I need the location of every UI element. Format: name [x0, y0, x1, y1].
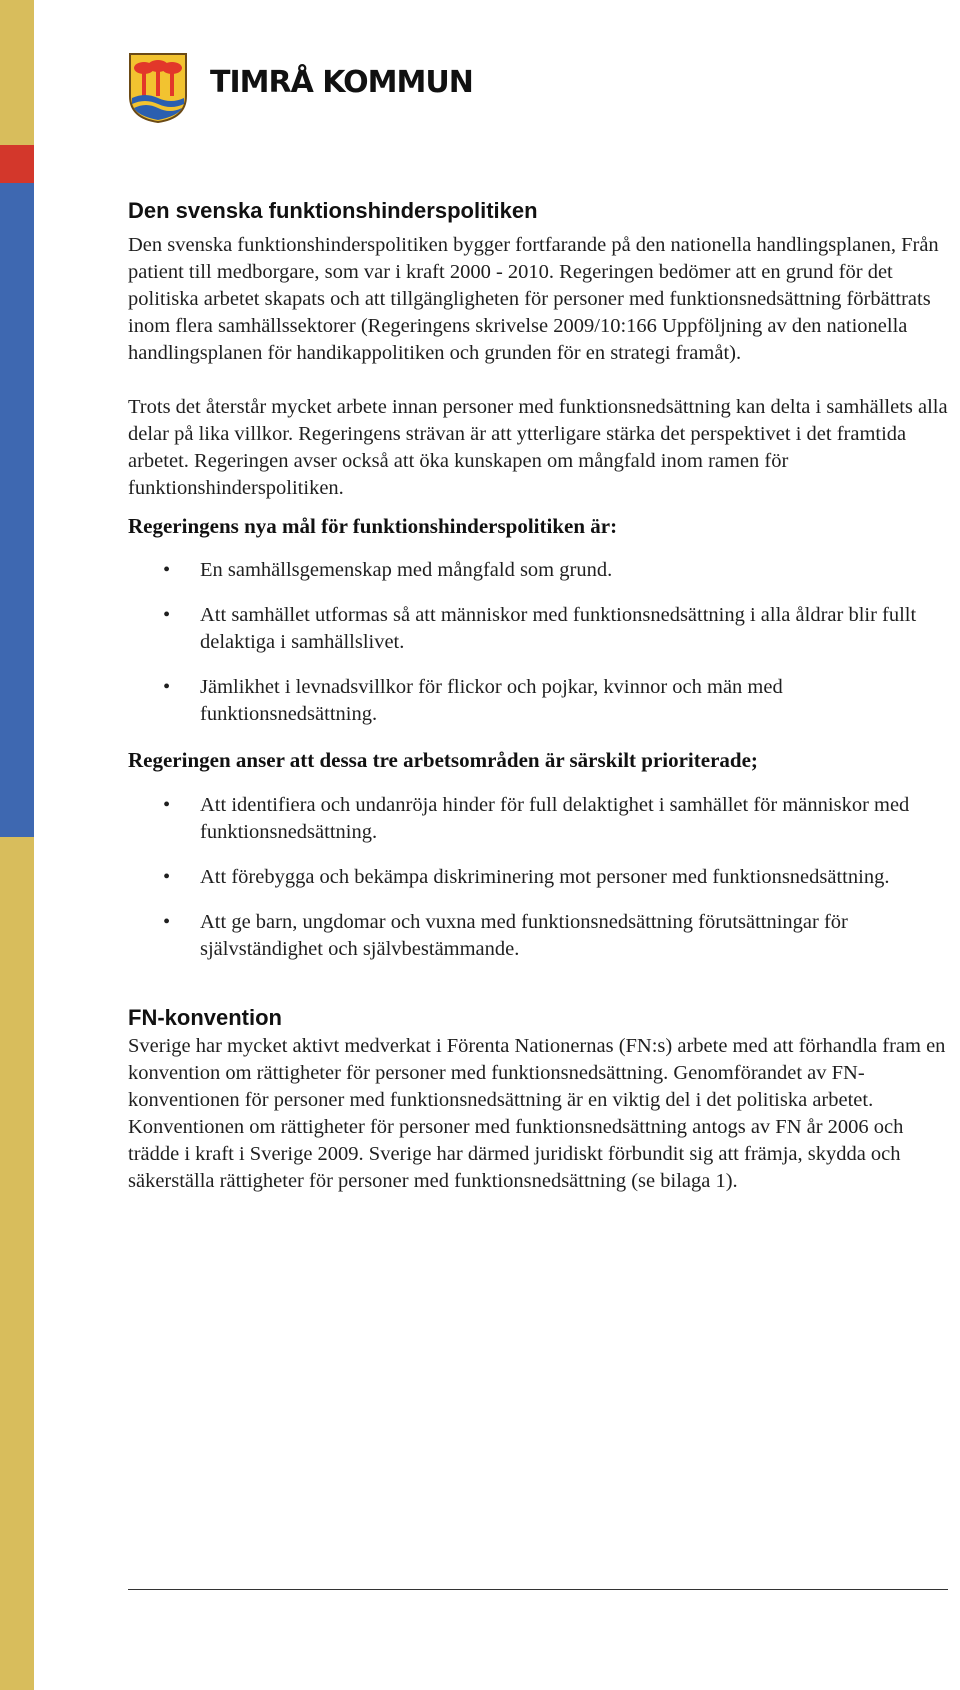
heading-goals: Regeringens nya mål för funktionshinderspolitiken är: — [128, 514, 618, 538]
heading-priorities: Regeringen anser att dessa tre arbetsområden är särskilt prioriterade; — [128, 748, 758, 772]
bullet-icon: • — [163, 794, 171, 816]
left-color-stripe — [0, 0, 34, 1690]
municipal-crest-icon — [128, 52, 188, 124]
bullet-icon: • — [163, 559, 171, 581]
footer-divider-line — [128, 1589, 948, 1590]
list-item: • Att ge barn, ungdomar och vuxna med funktionsnedsättning förutsättningar för självständighet och självbestämmande. — [163, 911, 848, 960]
paragraph-fn: Sverige har mycket aktivt medverkat i Förenta Nationernas (FN:s) arbete med att förhandla fram en konvention om rättigheter för personer med funktionsnedsättning. Genomförandet av FN-konventionen för personer med funktionsnedsättning är en viktig del i det politiska arbetet. Konventionen om rättigheter för personer med funktionsnedsättning antogs av FN år 2006 och trädde i kraft i Sverige 2009. Sverige har därmed juridiskt förbundit sig att främja, skydda och säkerställa rättigheter för personer med funktionsnedsättning (se bilaga 1). — [128, 1035, 946, 1192]
bullet-icon: • — [163, 604, 171, 626]
goals-list — [128, 557, 958, 728]
list-item: • Att identifiera och undanröja hinder för full delaktighet i samhället för människor med funktionsnedsättning. — [163, 794, 910, 843]
paragraph-policy-intro: Den svenska funktionshinderspolitiken bygger fortfarande på den nationella handlingsplanen, Från patient till medborgare, som var i kraft 2000 - 2010. Regeringen bedömer att en grund för det politiska arbetet skapats och att tillgängligheten för personer med funktionsnedsättning förbättrats inom flera samhällssektorer (Regeringens skrivelse 2009/10:166 Uppföljning av den nationella handlingsplanen för handikappolitiken och grunden för en strategi framåt). — [128, 234, 939, 364]
list-item: • En samhällsgemenskap med mångfald som grund. — [128, 557, 958, 584]
stripe-segment-yellow-top — [0, 0, 34, 145]
stripe-segment-blue — [0, 183, 34, 837]
priorities-list — [128, 792, 958, 963]
paragraph-policy-remaining: Trots det återstår mycket arbete innan personer med funktionsnedsättning kan delta i samhällets alla delar på lika villkor. Regeringens strävan är att ytterligare stärka det perspektivet i det framtida arbetet. Regeringen avser också att öka kunskapen om mångfald inom ramen för funktionshinderspolitiken. — [128, 396, 948, 499]
list-item: • Att samhället utformas så att människor med funktionsnedsättning i alla åldrar blir fullt delaktiga i samhällslivet. — [163, 604, 917, 653]
list-item: • Att förebygga och bekämpa diskriminering mot personer med funktionsnedsättning. — [128, 864, 958, 891]
list-item: • Jämlikhet i levnadsvillkor för flickor och pojkar, kvinnor och män med funktionsnedsättning. — [163, 676, 783, 725]
section-title-policy: Den svenska funktionshinderspolitiken — [128, 198, 538, 223]
bullet-icon: • — [163, 911, 171, 933]
section-title-fn: FN-konvention — [128, 1005, 282, 1030]
bullet-icon: • — [163, 676, 171, 698]
document-body — [128, 196, 958, 1195]
bullet-icon: • — [163, 866, 171, 888]
logo-text: TIMRÅ KOMMUN — [210, 65, 473, 100]
stripe-segment-yellow-bottom — [0, 837, 34, 1690]
stripe-segment-red — [0, 145, 34, 183]
